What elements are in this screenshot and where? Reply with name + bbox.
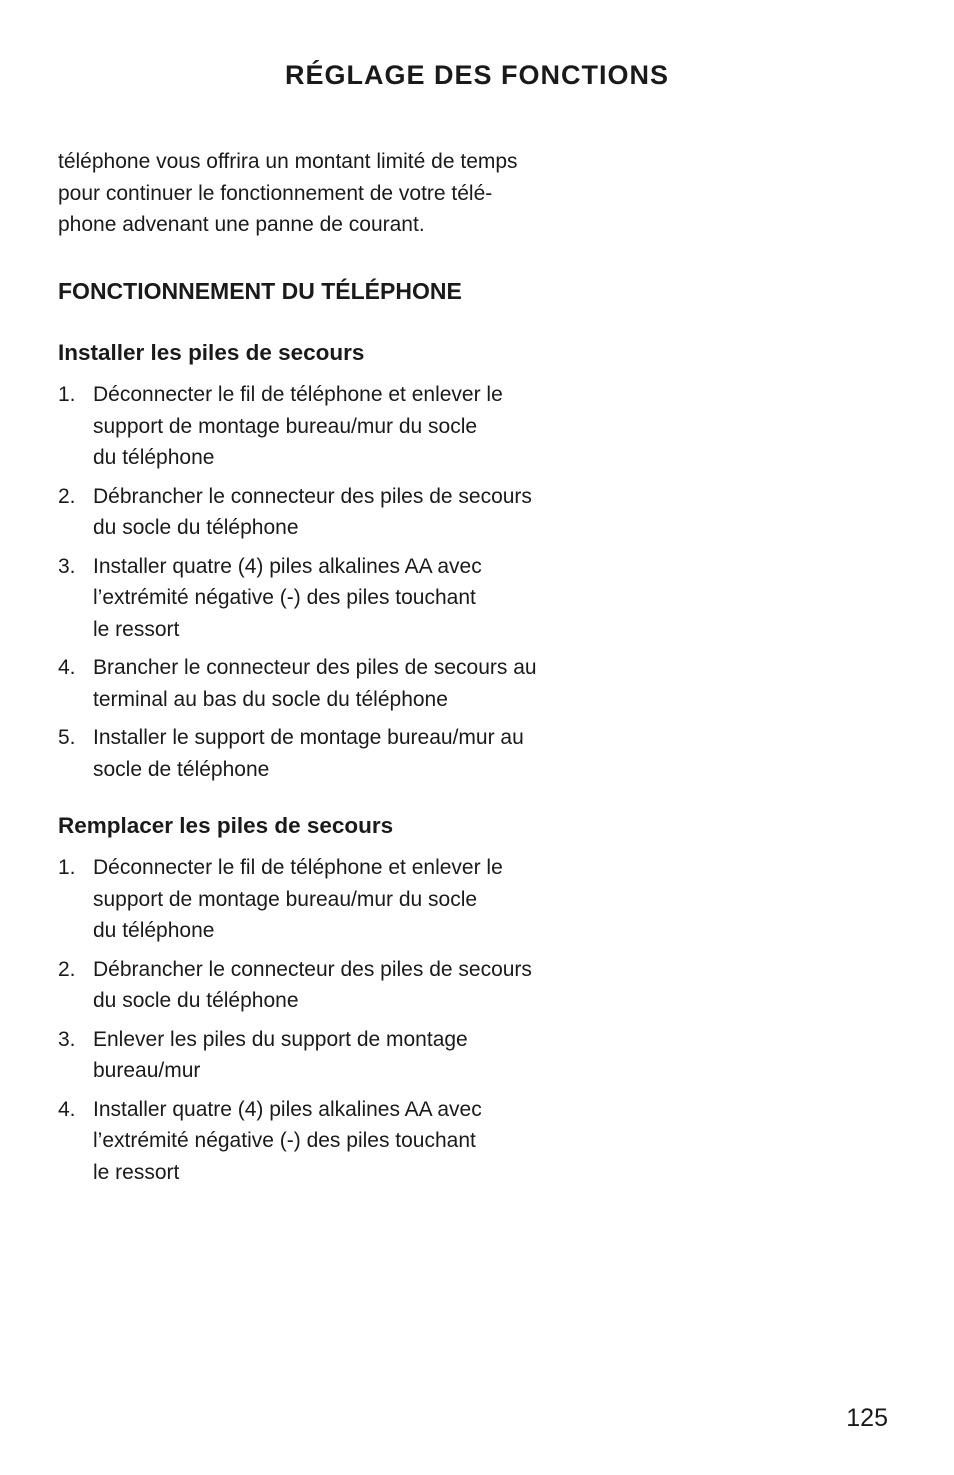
list-item	[58, 1094, 532, 1189]
step-line: le ressort	[93, 1160, 180, 1184]
intro-line: pour continuer le fonctionnement de votre télé-	[58, 181, 493, 205]
step-line: Brancher le connecteur des piles de secours au	[93, 656, 537, 679]
replace-steps-list	[58, 852, 532, 1195]
step-line: socle de téléphone	[93, 757, 270, 781]
install-heading: Installer les piles de secours	[58, 340, 365, 365]
step-number: 1.	[58, 383, 76, 406]
list-item	[58, 652, 537, 715]
step-number: 4.	[58, 656, 76, 679]
page-title: RÉGLAGE DES FONCTIONS	[284, 60, 670, 90]
step-number: 5.	[58, 726, 76, 749]
list-item	[58, 722, 537, 785]
step-number: 3.	[58, 1027, 76, 1051]
step-number: 2.	[58, 957, 76, 981]
step-line: Déconnecter le fil de téléphone et enlever le	[93, 383, 503, 406]
list-item	[58, 954, 532, 1017]
intro-line: téléphone vous offrira un montant limité de temps	[58, 150, 518, 173]
section-heading: FONCTIONNEMENT DU TÉLÉPHONE	[58, 278, 462, 304]
step-number: 2.	[58, 484, 76, 508]
step-line: Installer quatre (4) piles alkalines AA avec	[93, 1097, 482, 1121]
list-item	[58, 481, 537, 544]
step-line: Installer quatre (4) piles alkalines AA avec	[93, 554, 482, 578]
step-line: Déconnecter le fil de téléphone et enlever le	[93, 856, 503, 879]
intro-line: phone advenant une panne de courant.	[58, 213, 425, 236]
step-line: du socle du téléphone	[93, 516, 299, 539]
step-line: du téléphone	[93, 919, 215, 942]
step-line: Enlever les piles du support de montage	[93, 1027, 468, 1051]
step-line: bureau/mur	[93, 1059, 201, 1082]
step-number: 1.	[58, 856, 76, 879]
step-line: l’extrémité négative (-) des piles touchant	[93, 1129, 476, 1152]
step-line: terminal au bas du socle du téléphone	[93, 687, 448, 711]
step-line: l’extrémité négative (-) des piles touchant	[93, 586, 476, 609]
step-line: Installer le support de montage bureau/mur au	[93, 726, 524, 749]
step-line: support de montage bureau/mur du socle	[93, 414, 478, 438]
step-number: 3.	[58, 554, 76, 578]
step-line: du téléphone	[93, 446, 215, 469]
list-item	[58, 1024, 532, 1087]
install-steps-list	[58, 379, 537, 792]
step-line: support de montage bureau/mur du socle	[93, 887, 478, 911]
step-line: Débrancher le connecteur des piles de secours	[93, 957, 532, 981]
list-item	[58, 551, 537, 646]
step-line: du socle du téléphone	[93, 989, 299, 1012]
step-line: le ressort	[93, 617, 180, 641]
step-number: 4.	[58, 1097, 76, 1121]
list-item	[58, 852, 532, 947]
list-item	[58, 379, 537, 474]
intro-paragraph	[58, 146, 518, 241]
step-line: Débrancher le connecteur des piles de secours	[93, 484, 532, 508]
replace-heading: Remplacer les piles de secours	[58, 813, 394, 838]
page-number: 125	[846, 1404, 888, 1432]
